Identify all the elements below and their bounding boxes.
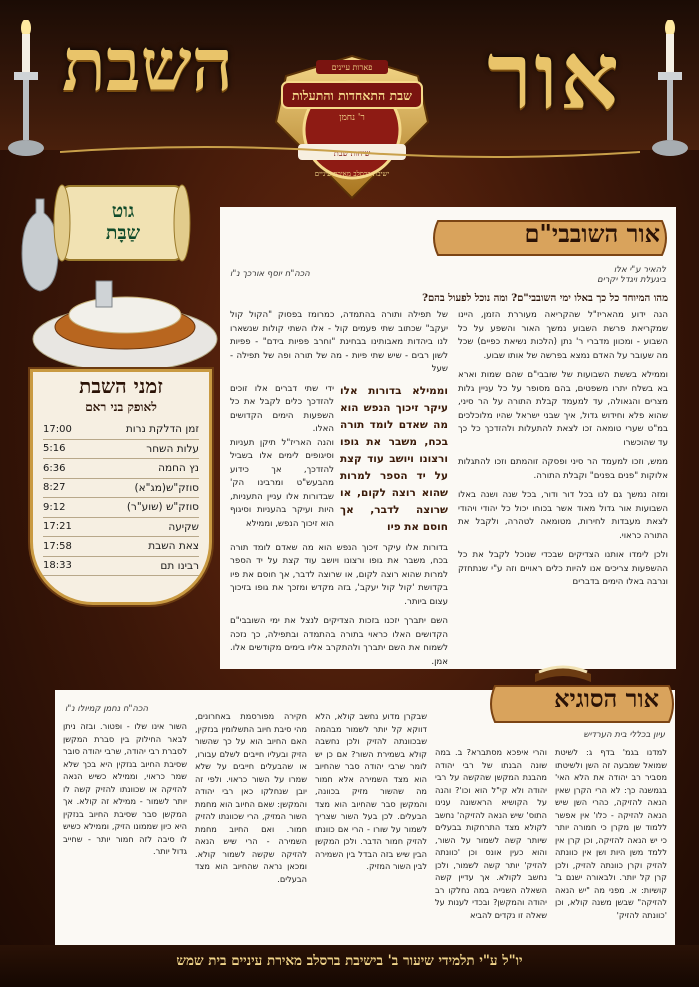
zmanim-label: סוזק"ש(מג"א) <box>134 481 199 494</box>
emblem-ribbon-text: ישיבת ברסלב מאירת עיניים <box>314 170 390 178</box>
article1-split <box>230 383 448 536</box>
zmanim-row <box>43 498 199 518</box>
zmanim-row <box>43 518 199 538</box>
paragraph: וממילא בששת השבועות של שובבי"ם שהם שמות וארא בא בשלח יתרו משפטים, בהם מסופר על כל עניין גלות מצרים והגאולה, עד למעמד קבלת התורה על הר סיני, שהוא פלא וחידוש גדול, איך שבני ישראל שהיו מלוכלכים במ"ט שערי טומאה זכו לצאת להתעלות ולהזדכך כל כך עד שהוכשרו <box>458 370 668 448</box>
zmanim-row <box>43 440 199 460</box>
zmanim-label: עלות השחר <box>146 442 199 455</box>
zmanim-title: זמני השבת <box>79 374 163 398</box>
article1-byline-left: הכה"ח יוסף אורכך נ"ו <box>230 269 310 279</box>
zmanim-row <box>43 459 199 479</box>
article1-column-left <box>230 309 448 675</box>
paragraph: הנה ידוע מהאריז"ל שהקריאה מעוררת הזמן, היינו שמקריאת פרשת השבוע נמשך האור והשפע על כל השבוע - ומכוון מדברי ר' נתן (הלכות נשיאת כפיים) שכל מה שעובר על האדם נמצא בפרשה של אותו שבוע. <box>458 310 668 361</box>
article2-page <box>55 684 675 945</box>
zmanim-time: 9:12 <box>43 501 66 513</box>
article2-byline-left: הכה"ח נחמן קמיולו נ"ו <box>65 704 149 714</box>
candlestick-icon <box>4 20 48 160</box>
zmanim-time: 5:16 <box>43 443 66 455</box>
paragraph: ממש, וזכו למעמד הר סיני ופסקה זוהמתם וזכו להתגלות אלוקות "פנים בפנים" וקבלת התורה. <box>458 457 668 481</box>
emblem-bottom-text: שיחות שבת <box>333 149 371 158</box>
article1-title: אור השובבי"ם <box>524 219 660 248</box>
scroll-line-1: גוט <box>111 200 135 222</box>
zmanim-time: 6:36 <box>43 462 66 474</box>
article2-title: אור הסוגיא <box>554 684 659 713</box>
zmanim-time: 18:33 <box>43 560 72 572</box>
article1-question: מהו המיוחד כל כך באלו ימי השובבי"ם? ומה נוכל לפעול בהם? <box>422 293 668 304</box>
paragraph-text: ידי שתי דברים אלו זוכים להזדכך כלים לקבל את כל השפעות הימים הקדושים האלו. <box>230 383 334 434</box>
zmanim-time: 8:27 <box>43 482 66 494</box>
paragraph: של תפילה ותורה בהתמדה, כמרומז בפסוק "הקול קול יעקב" שכתוב שתי פעמים קול - אלו השתי קולות שנשארו לנו ביהדות מאבותינו בבחינת "וחרב פפיות בידם" - פפיות לשון רבים - שיש שתי פיות - מה של תורה ופה של תפילה - שעל <box>230 310 448 374</box>
candlestick-icon <box>648 20 692 160</box>
emblem-top-text: פארות עיינים <box>331 63 373 72</box>
zmanim-row <box>43 420 199 440</box>
article1-page <box>220 207 676 669</box>
article2-column-5: השור אינו שלו - ופטור. ובזה ניתן לבאר החילוק בין סברת המקשן לסברת רבי יהודה, שרבי יהודה סובר שסיבת החיוב בנזקין היא בכך שלא שמר כראוי, וממילא כשיש הנאה להזיקה או שכוונתו להזיק קשה לו יותר לשמור - ממילא זה קולא. אך המקשן סבר שסיבת החיוב בנזקין היא כיון שממונו הזיק, וממילא כשיש לו סיבה לזה חמור יותר - שחייב גדול יותר. <box>63 721 187 856</box>
article1-column-right <box>458 309 668 596</box>
article2-column-2: והרי איפכא מסתברא? ב. במה שונה הבנתו של רבי יהודה מהבנת המקשן שהקשה על רבי יהודה ולא קי"ל הוא וכו'? והנה על הקושיא הראשונה ענינו התוס' שיש הנאה להזיקה' נחשב לקולא מצד התרחקות בבעלים שיותר קשה לשמור על השור, והוא כעין אונס וכן 'כוונתה להזיק' יותר קשה לשמור, ולכן נחשב לקולא. אך עדיין קשה השאלה השנייה במה נחלקו רב יהודה והמקשן? ובכדי לענות על שאלה זו נקדים להביא <box>435 747 547 920</box>
zmanim-label: צאת השבת <box>148 540 199 553</box>
emblem-seal <box>268 52 436 202</box>
paragraph: ולכן לימדו אותנו הצדיקים שבכדי שנוכל לקבל את כל ההשפעות צריכים אנו להיות כלים ראויים וזה ע"י שנתחזק ונרבה באלו הימים בדברים <box>458 550 668 587</box>
zmanim-list <box>43 420 199 576</box>
paragraph: השם יתברך יזכנו בזכות הצדיקים לנצל את ימי השובבי"ם הקדושים האלו כראוי בתורה בהתמדה ובתפילה, כך נזכה לשמוח את השם יתברך ולהתקרב אליו בימים מקודשים אלו. אמן. <box>230 616 448 667</box>
header-ornament <box>60 142 640 162</box>
title-right: אור <box>487 22 621 130</box>
zmanim-label: רבינו תם <box>160 559 199 572</box>
emblem-sub-text: ר' נחמן <box>339 113 365 123</box>
emblem-main-text: שבת התאחדות והתעלות <box>291 88 413 103</box>
article1-byline-right: להאיר ע"י אלו ביגעלת ויגדל יקרים <box>597 265 666 285</box>
zmanim-time: 17:58 <box>43 540 72 552</box>
zmanim-label: סוזק"ש (שוע"ר) <box>126 501 199 514</box>
zmanim-row <box>43 537 199 557</box>
zmanim-time: 17:00 <box>43 423 72 435</box>
paragraph: בדורות אלו עיקר זיכוך הנפש הוא מה שאדם לומד תורה בכח, משבר את גופו ורצונו ויושב עוד קצת על יד הספר למרות שהוא רוצה לקום, או שרוצה לדבר, אך חוסם את פיו בקדושת 'קול קול יעקב', בזה מקדש ומזכך את גופו בזיכוך עצום ביותר. <box>230 542 448 607</box>
title-left: השבת <box>62 22 233 107</box>
zmanim-row <box>43 479 199 499</box>
scroll-line-2: שַבָּת <box>105 222 141 244</box>
zmanim-label: שקיעה <box>168 520 199 533</box>
article2-byline-right: עיון בכללי בית הערדיש <box>583 730 665 740</box>
article2-column-3: שבקרן מדוע נחשב קולא, הלא דווקא קל יותר לשמור מבהמה שבכוונתה להזיק ולכן נחשבה קולא בשמירת השור? אם כן יש לומר שרבי יהודה סבר שהחיוב הוא מצד השמירה אלא חמור מה שהשור מזיק בכוונה, והמקשן סבר שהחיוב הוא מצד הבעלים. לכן בעל השור שצריך לשמור על שורו - הרי אם כוונתו להזיק חמור הדבר. ולכן המקשן הבין שיש בזה הבדל בין השמירה לבין השור המזיק. <box>315 711 427 871</box>
article2-column-1: למדנו בגמ' בדף ג: לשיטת שמואל שמבעה זה השן ולשיטתו מסביר רב יהודה את הלא האי' בגמשנה כך: לא הרי הקרן שאין הנאה להזיקה, כהרי השן שיש הנאה להזיקה - כלו' אין אפשר ללמוד שן מקרן כי חמורה יותר כי יש הנאה להזיקה, וכן קרן אין ללמד משן היות ושן אין כוונתה להזיק וקרן כוונתה להזיק, ולכן קרן קל יותר. ולבאורה ישנם ב' קושיות: א. מפני מה "יש הנאה להזיקה" שבשן משנה קולא, וכן 'כוונתה להזיק' <box>555 747 667 920</box>
zmanim-subtitle: לאופק בני ראם <box>85 400 157 414</box>
zmanim-time: 17:21 <box>43 521 72 533</box>
open-book-icon <box>533 656 593 686</box>
footer-text: יו"ל ע"י תלמידי שיעור ב' בישיבת ברסלב מאירת עיניים בית שמש <box>176 953 523 969</box>
zmanim-row <box>43 557 199 577</box>
paragraph: ומזה נמשך גם לנו בכל דור ודור, בכל שנה ושנה באלו השבועות אור גדול מאוד אשר בכוחו יכול כל יהודי ויהודי לצאת מעבדות לחירות, מטומאה לטהרה, ולקבל את התורה כראוי. <box>458 490 668 541</box>
paragraph-text: והנה האריז"ל תיקן תעניות וסיגופים לימים אלו בשביל להזדכך, אך כידוע מהבעש"ט ומרבינו הק' שבדורות אלו עניין התעניות, היות ועיקר בהעניות וסיגוף הוא זיכוך הנפש, וממילא <box>230 437 334 529</box>
article2-column-4: חקירה מפורסמת באחרונים, מהי סיבת חיוב התשלומין בנזקין, האם החיוב הוא על כך שהשור הזיק ובעליו חייבים לשלם עבורו, או שהבעלים חייבים על שלא שמרו על השור כראוי. ולפי זה יובן שנחלקו כאן רבי יהודה והמקשן: שאם החיוב הוא מחמת השור המזיק, הרי שכוונתו להזיק חמור. ואם החיוב מחמת השמירה - הרי שיש הנאה להזיקה שקשה לשמור קולא. ומכאן נראה שהחיוב הוא מצד הבעלים. <box>195 711 307 884</box>
gut-shabbos-text <box>78 200 168 244</box>
zmanim-label: נץ החמה <box>158 462 199 475</box>
zmanim-label: זמן הדלקת נרות <box>125 423 199 436</box>
challah-icon <box>30 275 220 375</box>
paragraph <box>230 383 334 536</box>
paragraph: וממילא בדורות אלו עיקר זיכוך הנפש הוא מה שאדם לומד תורה בכח, משבר את גופו ורצונו ויושב עוד קצת על יד הספר למרות שהוא רוצה לקום, או שרוצה לדבר, אך חוסם את פיו <box>340 384 448 533</box>
zmanim-panel <box>33 372 209 602</box>
